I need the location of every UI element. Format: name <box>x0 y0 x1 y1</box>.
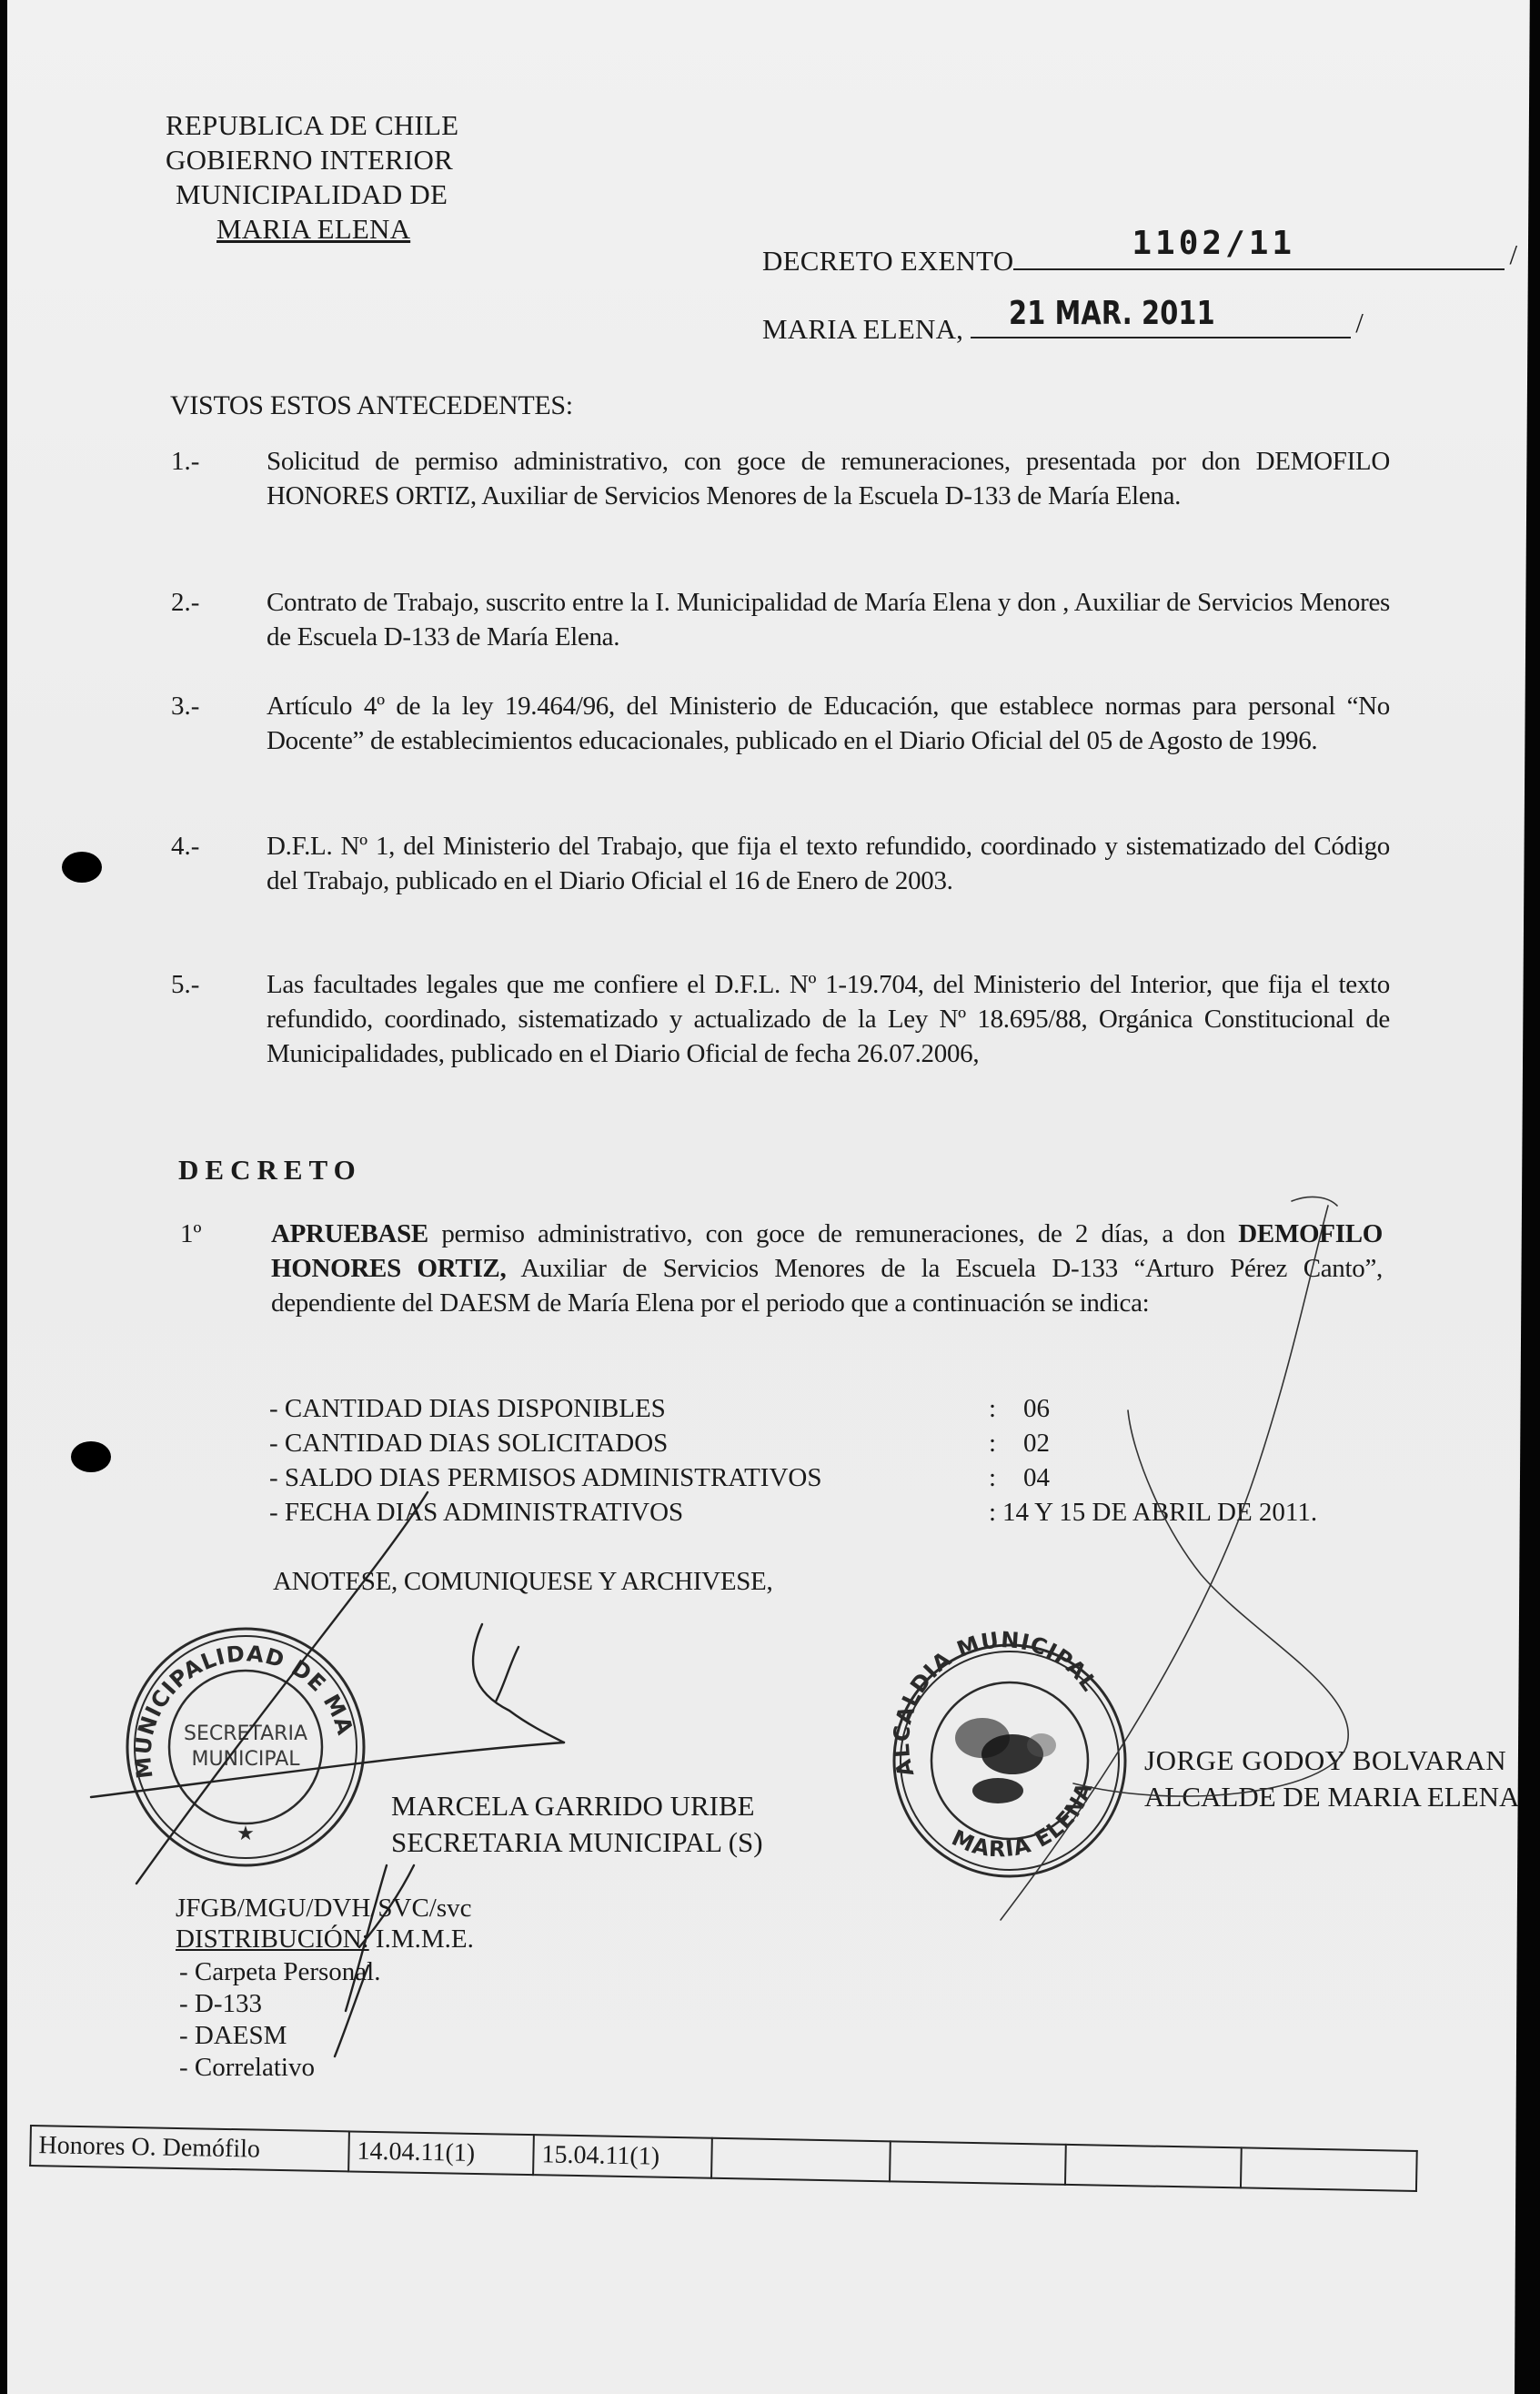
date-stamp: 21 MAR. 2011 <box>1009 295 1215 332</box>
article-text-part: Auxiliar de Servicios Menores de la Escuela D-133 “Arturo Pérez Canto”, dependiente del DAESM de María Elena por el periodo que a continuación se indica: <box>271 1254 1383 1318</box>
person-name: DEMOFILO HONORES ORTIZ, <box>267 447 1390 510</box>
table-cell-empty <box>1065 2145 1242 2188</box>
distribution-main: I.M.M.E. <box>368 1924 474 1954</box>
detail-label-dates: - FECHA DIAS ADMINISTRATIVOS <box>269 1498 684 1527</box>
item-number: 2.- <box>171 588 200 617</box>
signature-stroke-horizontal <box>91 1742 564 1797</box>
signature-stroke-right-loop <box>1073 1410 1348 1796</box>
approval-keyword: APRUEBASE <box>271 1219 428 1248</box>
table-cell-date-1: 14.04.11(1) <box>348 2131 534 2175</box>
distribution-item: - DAESM <box>179 2021 287 2050</box>
detail-label-days-requested: - CANTIDAD DIAS SOLICITADOS <box>269 1429 669 1458</box>
closing-formula: ANOTESE, COMUNIQUESE Y ARCHIVESE, <box>273 1567 773 1596</box>
detail-colon: : <box>989 1429 997 1458</box>
table-cell-empty <box>890 2141 1066 2185</box>
distribution-item: - Correlativo <box>179 2053 315 2082</box>
signature-stroke-right-long <box>1001 1206 1328 1920</box>
star-icon: ★ <box>237 1822 255 1844</box>
distribution-item: - D-133 <box>179 1989 263 2018</box>
article-number: 1º <box>180 1219 202 1248</box>
table-cell-date-2: 15.04.11(1) <box>533 2135 712 2178</box>
mayor-title: ALCALDE DE MARIA ELENA <box>1144 1781 1520 1813</box>
secretary-name: MARCELA GARRIDO URIBE <box>391 1790 755 1822</box>
item-text-part: Auxiliar de Servicios Menores de la Escuela D-133 de María Elena. <box>476 481 1182 510</box>
distribution-item: - Carpeta Personal. <box>179 1957 381 1986</box>
letterhead-line-3: MUNICIPALIDAD DE <box>176 178 448 210</box>
item-number: 5.- <box>171 970 200 999</box>
letterhead-line-4: MARIA ELENA <box>216 213 411 245</box>
item-number: 4.- <box>171 832 200 861</box>
item-text: Contrato de Trabajo, suscrito entre la I. Municipalidad de María Elena y don , Auxiliar de Servicios Menores de Escuela D-133 de María Elena. <box>267 588 1390 652</box>
stamp-left-ring-text: MUNICIPALIDAD DE MARIA ELENA <box>108 1600 358 1781</box>
stamp-left-center-2: MUNICIPAL <box>191 1748 300 1771</box>
decreto-heading: DECRETO <box>178 1154 362 1186</box>
distribution-label: DISTRIBUCIÓN: <box>176 1924 369 1954</box>
decree-number-slash: / <box>1509 238 1518 270</box>
item-number: 3.- <box>171 692 200 721</box>
item-text: Las facultades legales que me confiere el D.F.L. Nº 1-19.704, del Ministerio del Interior, que fija el texto refundido, coordinado, sistematizado y actualizado de la Ley Nº 18.695/88, Orgánica Constitucional de Municipalidades, publicado en el Diario Oficial de fecha 26.07.2006, <box>267 970 1390 1068</box>
stamp-right-ring-top: ALCALDIA MUNICIPAL <box>888 1627 1103 1780</box>
item-text: Artículo 4º de la ley 19.464/96, del Ministerio de Educación, que establece normas para personal “No Docente” de establecimientos educacionales, publicado en el Diario Oficial del 05 de Agosto de 1996. <box>267 692 1390 755</box>
decree-number-stamp: 1102/11 <box>1132 225 1296 262</box>
detail-colon: : <box>989 1394 997 1423</box>
detail-value-balance: 04 <box>1023 1463 1050 1492</box>
vistos-heading: VISTOS ESTOS ANTECEDENTES: <box>170 390 573 420</box>
distribution <box>176 1924 474 1955</box>
place-label: MARIA ELENA, <box>762 313 964 345</box>
article-text-part: permiso administrativo, con goce de remuneraciones, de 2 días, a don <box>428 1219 1239 1248</box>
decreto-exento-label: DECRETO EXENTO <box>762 245 1014 277</box>
letterhead-line-1: REPUBLICA DE CHILE <box>166 109 459 141</box>
person-name: DEMOFILO HONORES ORTIZ, <box>271 1219 1383 1283</box>
letterhead-line-2: GOBIERNO INTERIOR <box>166 144 453 176</box>
signature-stroke-loop <box>473 1624 564 1742</box>
table-cell-empty <box>1241 2147 1417 2191</box>
detail-value-dates: 14 Y 15 DE ABRIL DE 2011. <box>1002 1498 1318 1527</box>
detail-colon: : <box>989 1463 997 1492</box>
item-text: D.F.L. Nº 1, del Ministerio del Trabajo, que fija el texto refundido, coordinado y sistematizado del Código del Trabajo, publicado en el Diario Oficial el 16 de Enero de 2003. <box>267 832 1390 895</box>
detail-value-days-requested: 02 <box>1023 1429 1050 1458</box>
stamp-right-ring-bottom: MARIA ELENA <box>947 1778 1098 1863</box>
table-cell-empty <box>711 2138 891 2182</box>
item-number: 1.- <box>171 447 200 476</box>
detail-label-balance: - SALDO DIAS PERMISOS ADMINISTRATIVOS <box>269 1463 822 1492</box>
table-cell-name: Honores O. Demófilo <box>30 2126 349 2171</box>
item-text-part: Solicitud de permiso administrativo, con goce de remuneraciones, presentada por don <box>267 447 1256 476</box>
secretary-title: SECRETARIA MUNICIPAL (S) <box>391 1826 763 1858</box>
signature-stroke-diagonal <box>136 1492 428 1884</box>
detail-value-days-available: 06 <box>1023 1394 1050 1423</box>
detail-label-days-available: - CANTIDAD DIAS DISPONIBLES <box>269 1394 666 1423</box>
decree-date-slash: / <box>1355 307 1364 338</box>
detail-colon: : <box>989 1498 997 1527</box>
mayor-name: JORGE GODOY BOLVARAN <box>1144 1744 1507 1776</box>
initials: JFGB/MGU/DVH/SVC/svc <box>176 1894 472 1923</box>
stamp-left-center-1: SECRETARIA <box>183 1722 308 1745</box>
